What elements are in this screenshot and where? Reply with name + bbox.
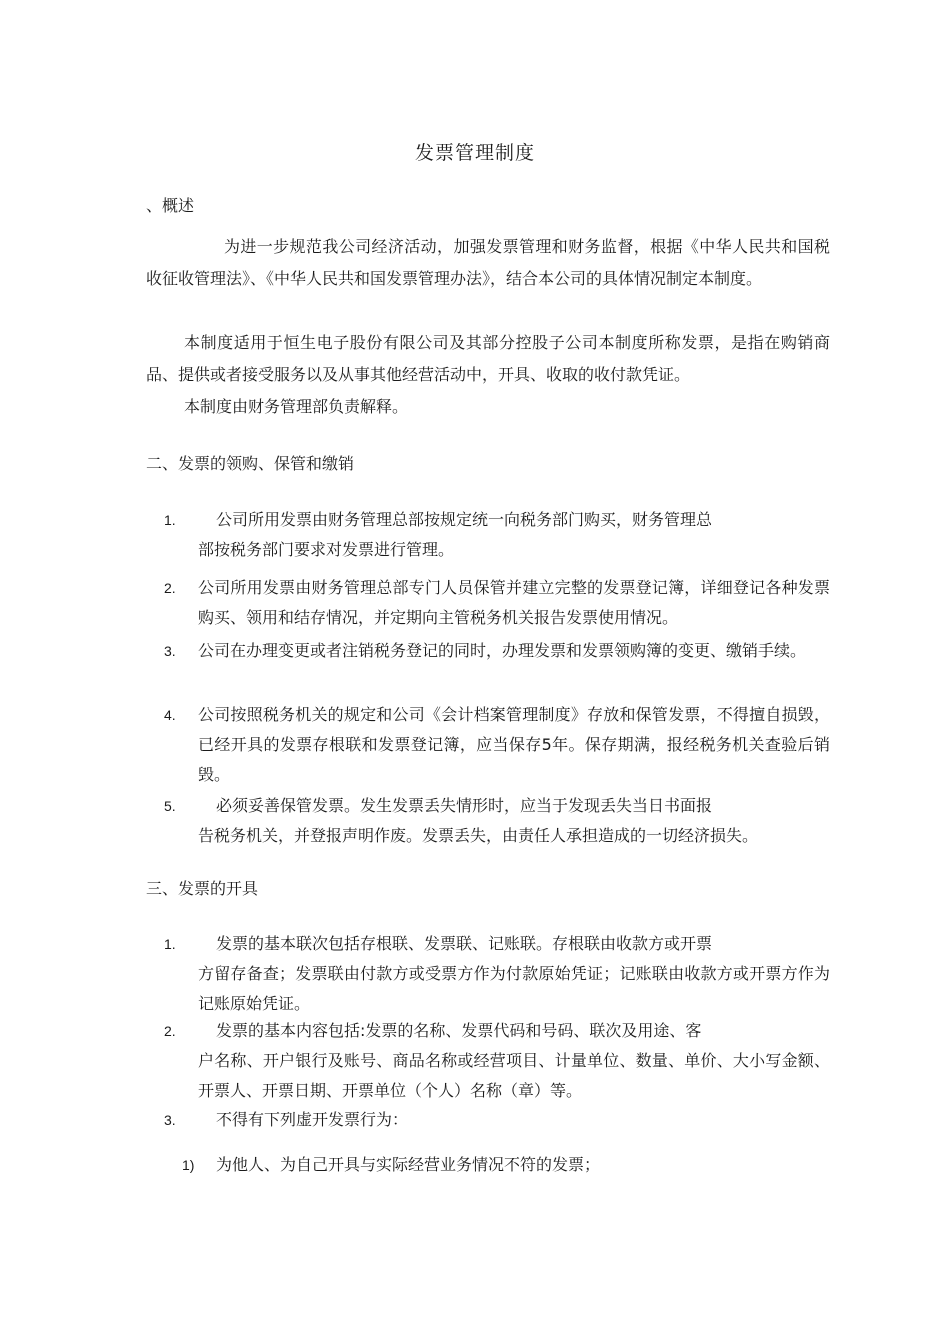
list-item bbox=[164, 929, 830, 1019]
list-number: 3. bbox=[164, 643, 176, 659]
list-text-cont: 告税务机关，并登报声明作废。发票丢失，由责任人承担造成的一切经济损失。 bbox=[198, 826, 759, 845]
paragraph-scope: 本制度适用于恒生电子股份有限公司及其部分控股子公司本制度所称发票，是指在购销商品、提供或者接受服务以及从事其他经营活动中，开具、收取的收付款凭证。 bbox=[146, 333, 830, 384]
list-text: 公司所用发票由财务管理总部按规定统一向税务部门购买，财务管理总 bbox=[216, 510, 713, 529]
list-item bbox=[164, 1016, 830, 1106]
list-item bbox=[164, 505, 830, 565]
paragraph-interpretation: 本制度由财务管理部负责解释。 bbox=[184, 397, 409, 416]
list-text: 必须妥善保管发票。发生发票丢失情形时，应当于发现丢失当日书面报 bbox=[216, 796, 713, 815]
section-heading-overview: 、概述 bbox=[146, 196, 195, 215]
sub-list-item bbox=[182, 1150, 830, 1180]
list-number: 5. bbox=[164, 798, 176, 814]
list-text-cont: 方留存备查；发票联由付款方或受票方作为付款原始凭证；记账联由收款方或开票方作为记账原始凭证。 bbox=[198, 964, 830, 1013]
list-text: 不得有下列虚开发票行为： bbox=[216, 1110, 409, 1129]
list-item bbox=[164, 573, 830, 633]
paragraph-purpose: 为进一步规范我公司经济活动，加强发票管理和财务监督，根据《中华人民共和国税收征收管理法》、《中华人民共和国发票管理办法》，结合本公司的具体情况制定本制度。 bbox=[146, 237, 830, 288]
list-number: 2. bbox=[164, 580, 176, 596]
list-text: 公司在办理变更或者注销税务登记的同时，办理发票和发票领购簿的变更、缴销手续。 bbox=[198, 641, 807, 660]
list-item bbox=[164, 1105, 830, 1135]
list-text-cont: 户名称、开户银行及账号、商品名称或经营项目、计量单位、数量、单价、大小写金额、开票人、开票日期、开票单位（个人）名称（章）等。 bbox=[198, 1051, 830, 1100]
list-number: 1. bbox=[164, 512, 176, 528]
section-heading-purchase: 二、发票的领购、保管和缴销 bbox=[146, 454, 355, 473]
list-text: 公司按照税务机关的规定和公司《会计档案管理制度》存放和保管发票，不得擅自损毁，已经开具的发票存根联和发票登记簿，应当保存5年。保存期满，报经税务机关查验后销毁。 bbox=[198, 705, 830, 784]
list-number: 1. bbox=[164, 936, 176, 952]
list-item bbox=[164, 791, 830, 851]
sub-list-text: 为他人、为自己开具与实际经营业务情况不符的发票； bbox=[216, 1155, 601, 1174]
list-text-cont: 部按税务部门要求对发票进行管理。 bbox=[198, 540, 455, 559]
list-number: 3. bbox=[164, 1112, 176, 1128]
list-item bbox=[164, 700, 830, 790]
list-text: 公司所用发票由财务管理总部专门人员保管并建立完整的发票登记簿，详细登记各种发票购买、领用和结存情况，并定期向主管税务机关报告发票使用情况。 bbox=[198, 578, 830, 627]
page-title: 发票管理制度 bbox=[414, 142, 535, 164]
list-item bbox=[164, 636, 830, 666]
list-text: 发票的基本内容包括:发票的名称、发票代码和号码、联次及用途、客 bbox=[216, 1021, 702, 1040]
sub-list-number: 1) bbox=[182, 1157, 195, 1173]
list-text: 发票的基本联次包括存根联、发票联、记账联。存根联由收款方或开票 bbox=[216, 934, 713, 953]
section-heading-issuing: 三、发票的开具 bbox=[146, 879, 259, 898]
list-number: 4. bbox=[164, 707, 176, 723]
list-number: 2. bbox=[164, 1023, 176, 1039]
